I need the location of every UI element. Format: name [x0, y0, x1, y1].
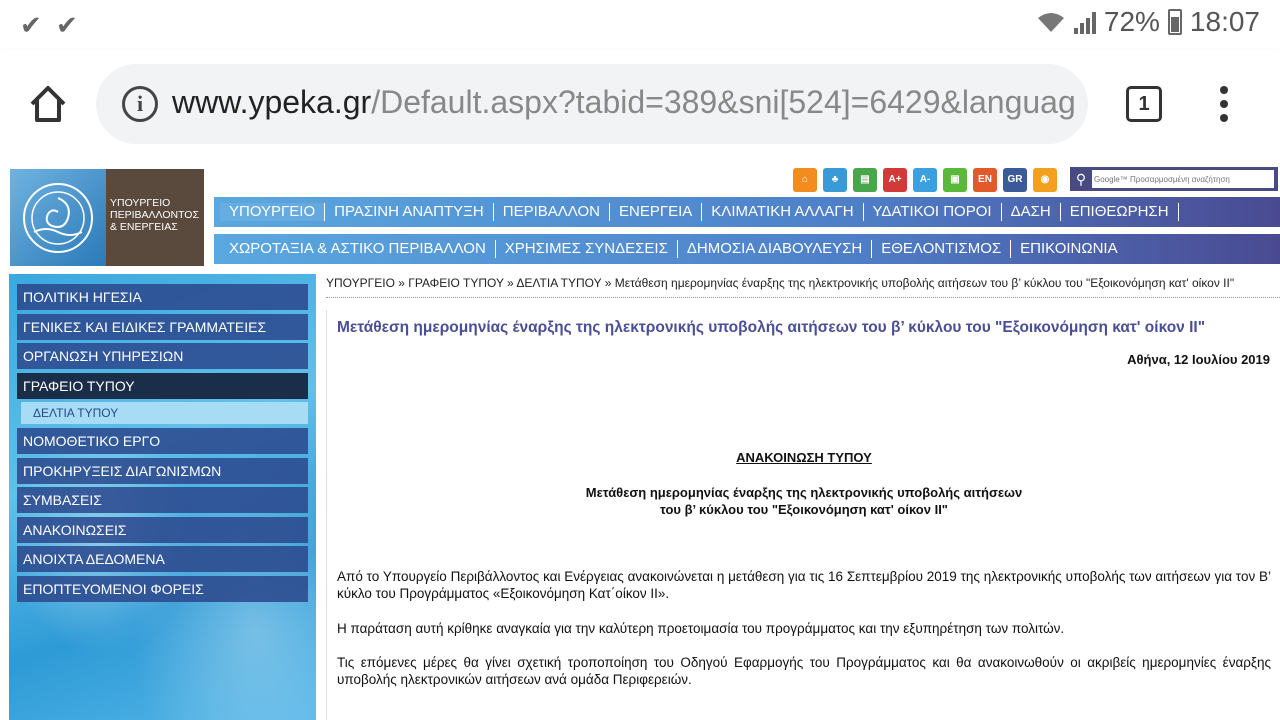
- battery-percent: 72%: [1103, 6, 1160, 37]
- web-page: [0, 160, 1280, 720]
- sitemap-icon[interactable]: ♣: [823, 168, 847, 192]
- logo-line: ΥΠΟΥΡΓΕΙΟ: [110, 197, 171, 209]
- browser-toolbar: [0, 50, 1280, 160]
- nav-item-climate[interactable]: ΚΛΙΜΑΤΙΚΗ ΑΛΛΑΓΗ: [702, 203, 863, 221]
- status-indicators: [1036, 6, 1260, 38]
- main-nav-row2: [214, 234, 1280, 264]
- info-icon[interactable]: i: [122, 86, 158, 122]
- sidebar-item-open-data[interactable]: ΑΝΟΙΧΤΑ ΔΕΔΟΜΕΝΑ: [17, 546, 308, 572]
- font-increase-icon[interactable]: A+: [883, 168, 907, 192]
- utility-icons: [793, 168, 1057, 192]
- clock: 18:07: [1189, 6, 1260, 37]
- nav-item-consultation[interactable]: ΔΗΜΟΣΙΑ ΔΙΑΒΟΥΛΕΥΣΗ: [678, 240, 872, 258]
- sidebar-item-legislation[interactable]: ΝΟΜΟΘΕΤΙΚΟ ΕΡΓΟ: [17, 428, 308, 454]
- subtitle-line: του β’ κύκλου του "Εξοικονόμηση κατ' οίκον ΙΙ": [660, 502, 948, 517]
- sidebar-item-contracts[interactable]: ΣΥΜΒΑΣΕΙΣ: [17, 487, 308, 513]
- overflow-menu-icon[interactable]: [1214, 86, 1234, 122]
- nav-item-ministry[interactable]: ΥΠΟΥΡΓΕΙΟ: [220, 203, 325, 221]
- home-icon[interactable]: ⌂: [793, 168, 817, 192]
- search-icon[interactable]: ⚲: [1075, 171, 1087, 187]
- url-host: www.ypeka.gr: [172, 84, 372, 120]
- nav-item-inspection[interactable]: ΕΠΙΘΕΩΡΗΣΗ: [1061, 203, 1179, 221]
- url-text[interactable]: [172, 84, 1076, 121]
- rss-icon[interactable]: ◉: [1033, 168, 1057, 192]
- nav-item-forests[interactable]: ΔΑΣΗ: [1002, 203, 1061, 221]
- search-input[interactable]: [1092, 170, 1274, 188]
- nav-item-water[interactable]: ΥΔΑΤΙΚΟΙ ΠΟΡΟΙ: [864, 203, 1002, 221]
- logo-line: & ΕΝΕΡΓΕΙΑΣ: [110, 221, 178, 233]
- home-icon[interactable]: [24, 80, 72, 128]
- sidebar-item-announcements[interactable]: ΑΝΑΚΟΙΝΩΣΕΙΣ: [17, 517, 308, 543]
- greek-icon[interactable]: GR: [1003, 168, 1027, 192]
- breadcrumb[interactable]: ΥΠΟΥΡΓΕΙΟ » ΓΡΑΦΕΙΟ ΤΥΠΟΥ » ΔΕΛΤΙΑ ΤΥΠΟΥ » Μετάθεση ημερομηνίας έναρξης της ηλεκτρονικής υποβολής αιτήσεων του β’ κύκλου του "Εξοικονόμηση κατ' οίκον ΙΙ": [326, 276, 1235, 290]
- download-complete-icon: ✔: [20, 10, 42, 40]
- nav-item-environment[interactable]: ΠΕΡΙΒΑΛΛΟΝ: [494, 203, 610, 221]
- sidebar-item-secretariats[interactable]: ΓΕΝΙΚΕΣ ΚΑΙ ΕΙΔΙΚΕΣ ΓΡΑΜΜΑΤΕΙΕΣ: [17, 314, 308, 340]
- status-bar: [0, 0, 1280, 50]
- sidebar-menu: [17, 284, 308, 605]
- nav-item-contact[interactable]: ΕΠΙΚΟΙΝΩΝΙΑ: [1020, 240, 1118, 257]
- main-nav-row1: [214, 197, 1280, 227]
- article-title: Μετάθεση ημερομηνίας έναρξης της ηλεκτρονικής υποβολής αιτήσεων του β’ κύκλου του "Εξοικονόμηση κατ' οίκον ΙΙ": [337, 319, 1206, 336]
- print-icon[interactable]: ▤: [853, 168, 877, 192]
- main-content: [326, 274, 1280, 720]
- press-release-subtitle: [327, 484, 1280, 518]
- nav-item-spatial[interactable]: ΧΩΡΟΤΑΞΙΑ & ΑΣΤΙΚΟ ΠΕΡΙΒΑΛΛΟΝ: [220, 240, 496, 258]
- article-date: Αθήνα, 12 Ιουλίου 2019: [1127, 352, 1270, 367]
- sidebar-item-supervised-bodies[interactable]: ΕΠΟΠΤΕΥΟΜΕΝΟΙ ΦΟΡΕΙΣ: [17, 576, 308, 602]
- nav-item-green-growth[interactable]: ΠΡΑΣΙΝΗ ΑΝΑΠΤΥΞΗ: [325, 203, 494, 221]
- site-logo[interactable]: [10, 169, 204, 266]
- nav-item-energy[interactable]: ΕΝΕΡΓΕΙΑ: [610, 203, 702, 221]
- sidebar-item-tenders[interactable]: ΠΡΟΚΗΡΥΞΕΙΣ ΔΙΑΓΩΝΙΣΜΩΝ: [17, 458, 308, 484]
- nav-item-links[interactable]: ΧΡΗΣΙΜΕΣ ΣΥΝΔΕΣΕΙΣ: [496, 240, 678, 258]
- nav-item-volunteering[interactable]: ΕΘΕΛΟΝΤΙΣΜΟΣ: [872, 240, 1011, 258]
- article-paragraph: Τις επόμενες μέρες θα γίνει σχετική τροποποίηση του Οδηγού Εφαρμογής του Προγράμματος και θα ανακοινωθούν οι ακριβείς ημερομηνίες έναρξης υποβολής ηλεκτρονικών αιτήσεων ανά ομάδα Περιφερειών.: [337, 655, 1271, 687]
- tab-switcher-button[interactable]: 1: [1126, 86, 1162, 122]
- logo-emblem-icon: [10, 169, 106, 266]
- press-release-heading: ΑΝΑΚΟΙΝΩΣΗ ΤΥΠΟΥ: [736, 450, 872, 465]
- signal-icon: [1074, 10, 1096, 34]
- wifi-icon: [1036, 10, 1066, 34]
- subtitle-line: Μετάθεση ημερομηνίας έναρξης της ηλεκτρονικής υποβολής αιτήσεων: [585, 485, 1023, 500]
- sidebar-item-leadership[interactable]: ΠΟΛΙΤΙΚΗ ΗΓΕΣΙΑ: [17, 284, 308, 310]
- font-decrease-icon[interactable]: A-: [913, 168, 937, 192]
- sidebar-item-press-office[interactable]: ΓΡΑΦΕΙΟ ΤΥΠΟΥ: [17, 373, 308, 399]
- download-complete-icon: ✔: [56, 10, 78, 40]
- sidebar-item-organization[interactable]: ΟΡΓΑΝΩΣΗ ΥΠΗΡΕΣΙΩΝ: [17, 343, 308, 369]
- sidebar: [9, 274, 316, 720]
- english-icon[interactable]: EN: [973, 168, 997, 192]
- battery-icon: [1168, 9, 1182, 35]
- breadcrumb-divider: [326, 297, 1280, 298]
- url-path: /Default.aspx?tabid=389&sni[524]=6429&languag: [371, 84, 1076, 120]
- article-paragraph: Η παράταση αυτή κρίθηκε αναγκαία για την καλύτερη προετοιμασία του προγράμματος και την εξυπηρέτηση των πολιτών.: [337, 621, 1065, 636]
- sidebar-subitem-press-releases[interactable]: ΔΕΛΤΙΑ ΤΥΠΟΥ: [21, 402, 308, 424]
- url-bar[interactable]: [96, 64, 1088, 144]
- logo-line: ΠΕΡΙΒΑΛΛΟΝΤΟΣ: [110, 209, 199, 221]
- site-search: [1070, 167, 1278, 191]
- article-paragraph: Από το Υπουργείο Περιβάλλοντος και Ενέργειας ανακοινώνεται η μετάθεση για τις 16 Σεπτεμβρίου 2019 της ηλεκτρονικής υποβολής των αιτήσεων για τον Β’ κύκλο του Προγράμματος «Εξοικονόμηση Κατ΄οίκον ΙΙ».: [337, 569, 1271, 601]
- logo-text: [106, 169, 204, 266]
- accessibility-icon[interactable]: ▣: [943, 168, 967, 192]
- article: [326, 310, 1280, 720]
